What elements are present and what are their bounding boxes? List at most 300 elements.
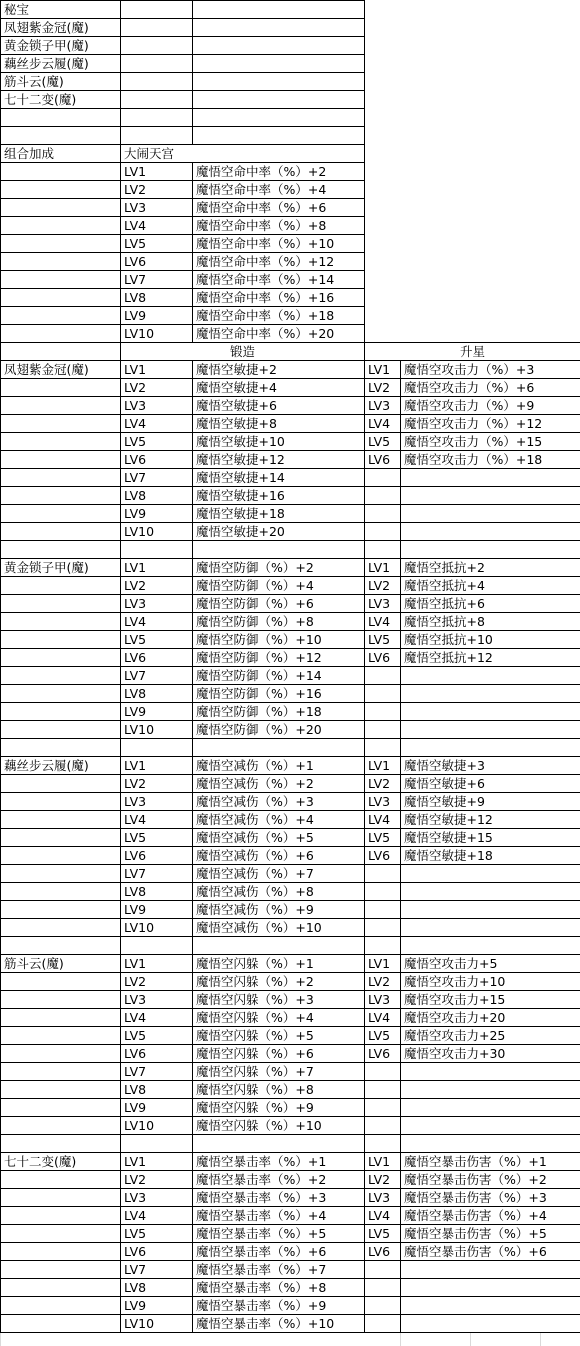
forge-effect-cell[interactable]: 魔悟空减伤（%）+10 — [193, 919, 365, 937]
star-effect-cell[interactable]: 魔悟空暴击伤害（%）+5 — [401, 1225, 580, 1243]
forge-effect-cell[interactable]: 魔悟空减伤（%）+6 — [193, 847, 365, 865]
cell[interactable] — [1, 973, 121, 991]
cell[interactable] — [401, 937, 580, 955]
cell[interactable] — [1, 127, 121, 145]
level-cell[interactable]: LV9 — [121, 307, 193, 325]
star-level-cell[interactable] — [365, 1117, 401, 1135]
star-level-cell[interactable] — [365, 901, 401, 919]
forge-level-cell[interactable]: LV3 — [121, 793, 193, 811]
star-header[interactable]: 升星 — [365, 343, 580, 361]
cell[interactable] — [1, 667, 121, 685]
forge-effect-cell[interactable]: 魔悟空防御（%）+12 — [193, 649, 365, 667]
star-level-cell[interactable] — [365, 919, 401, 937]
cell[interactable] — [1, 991, 121, 1009]
cell[interactable] — [1, 289, 121, 307]
forge-level-cell[interactable]: LV6 — [121, 847, 193, 865]
star-effect-cell[interactable] — [401, 901, 580, 919]
star-effect-cell[interactable]: 魔悟空攻击力（%）+15 — [401, 433, 580, 451]
forge-level-cell[interactable]: LV6 — [121, 649, 193, 667]
forge-effect-cell[interactable]: 魔悟空减伤（%）+9 — [193, 901, 365, 919]
forge-effect-cell[interactable]: 魔悟空暴击率（%）+10 — [193, 1315, 365, 1333]
cell[interactable] — [1, 1045, 121, 1063]
forge-effect-cell[interactable]: 魔悟空暴击率（%）+4 — [193, 1207, 365, 1225]
star-effect-cell[interactable] — [401, 721, 580, 739]
forge-level-cell[interactable]: LV7 — [121, 1063, 193, 1081]
star-effect-cell[interactable] — [401, 1279, 580, 1297]
star-level-cell[interactable]: LV6 — [365, 1243, 401, 1261]
forge-level-cell[interactable]: LV4 — [121, 1207, 193, 1225]
cell[interactable] — [1, 1009, 121, 1027]
forge-effect-cell[interactable]: 魔悟空敏捷+18 — [193, 505, 365, 523]
cell[interactable] — [1, 109, 121, 127]
forge-effect-cell[interactable]: 魔悟空暴击率（%）+5 — [193, 1225, 365, 1243]
star-effect-cell[interactable]: 魔悟空攻击力（%）+18 — [401, 451, 580, 469]
cell[interactable] — [121, 19, 193, 37]
star-effect-cell[interactable] — [401, 919, 580, 937]
cell[interactable] — [121, 91, 193, 109]
effect-cell[interactable]: 魔悟空命中率（%）+2 — [193, 163, 365, 181]
forge-effect-cell[interactable]: 魔悟空暴击率（%）+2 — [193, 1171, 365, 1189]
cell[interactable] — [401, 1135, 580, 1153]
forge-effect-cell[interactable]: 魔悟空闪躲（%）+1 — [193, 955, 365, 973]
cell[interactable] — [193, 73, 365, 91]
star-effect-cell[interactable] — [401, 703, 580, 721]
cell[interactable] — [193, 739, 365, 757]
forge-effect-cell[interactable]: 魔悟空防御（%）+10 — [193, 631, 365, 649]
forge-level-cell[interactable]: LV1 — [121, 1153, 193, 1171]
forge-effect-cell[interactable]: 魔悟空暴击率（%）+6 — [193, 1243, 365, 1261]
forge-effect-cell[interactable]: 魔悟空闪躲（%）+4 — [193, 1009, 365, 1027]
star-level-cell[interactable]: LV3 — [365, 793, 401, 811]
star-level-cell[interactable]: LV1 — [365, 1153, 401, 1171]
cell[interactable] — [1, 775, 121, 793]
item-name[interactable]: 筋斗云(魔) — [1, 955, 121, 973]
cell[interactable] — [1, 1063, 121, 1081]
cell[interactable]: 七十二变(魔) — [1, 91, 121, 109]
cell[interactable] — [1, 1099, 121, 1117]
star-level-cell[interactable]: LV4 — [365, 415, 401, 433]
cell[interactable] — [1, 163, 121, 181]
forge-level-cell[interactable]: LV7 — [121, 1261, 193, 1279]
cell[interactable] — [1, 1117, 121, 1135]
cell[interactable]: 凤翅紫金冠(魔) — [1, 19, 121, 37]
cell[interactable] — [1, 505, 121, 523]
forge-level-cell[interactable]: LV4 — [121, 613, 193, 631]
cell[interactable] — [365, 937, 401, 955]
cell[interactable] — [1, 451, 121, 469]
star-level-cell[interactable] — [365, 1297, 401, 1315]
star-effect-cell[interactable]: 魔悟空攻击力+10 — [401, 973, 580, 991]
forge-effect-cell[interactable]: 魔悟空减伤（%）+2 — [193, 775, 365, 793]
cell[interactable] — [1, 487, 121, 505]
cell[interactable] — [121, 937, 193, 955]
star-level-cell[interactable]: LV6 — [365, 1045, 401, 1063]
cell[interactable] — [1, 703, 121, 721]
star-level-cell[interactable]: LV4 — [365, 1207, 401, 1225]
forge-effect-cell[interactable]: 魔悟空敏捷+12 — [193, 451, 365, 469]
cell[interactable] — [1, 217, 121, 235]
star-level-cell[interactable] — [365, 721, 401, 739]
cell[interactable] — [1, 1081, 121, 1099]
star-effect-cell[interactable]: 魔悟空抵抗+2 — [401, 559, 580, 577]
star-effect-cell[interactable]: 魔悟空敏捷+12 — [401, 811, 580, 829]
star-level-cell[interactable] — [365, 469, 401, 487]
star-level-cell[interactable]: LV6 — [365, 847, 401, 865]
forge-level-cell[interactable]: LV1 — [121, 757, 193, 775]
star-effect-cell[interactable] — [401, 1297, 580, 1315]
star-effect-cell[interactable]: 魔悟空攻击力（%）+9 — [401, 397, 580, 415]
effect-cell[interactable]: 魔悟空命中率（%）+4 — [193, 181, 365, 199]
cell[interactable] — [1, 1225, 121, 1243]
star-level-cell[interactable]: LV5 — [365, 433, 401, 451]
level-cell[interactable]: LV6 — [121, 253, 193, 271]
cell[interactable] — [1, 883, 121, 901]
forge-effect-cell[interactable]: 魔悟空敏捷+6 — [193, 397, 365, 415]
cell[interactable] — [121, 109, 193, 127]
effect-cell[interactable]: 魔悟空命中率（%）+8 — [193, 217, 365, 235]
star-effect-cell[interactable] — [401, 523, 580, 541]
star-level-cell[interactable] — [365, 1315, 401, 1333]
cell[interactable]: 秘宝 — [1, 1, 121, 19]
cell[interactable] — [1, 865, 121, 883]
star-level-cell[interactable] — [365, 1099, 401, 1117]
forge-effect-cell[interactable]: 魔悟空暴击率（%）+3 — [193, 1189, 365, 1207]
forge-effect-cell[interactable]: 魔悟空减伤（%）+7 — [193, 865, 365, 883]
star-effect-cell[interactable] — [401, 1063, 580, 1081]
star-level-cell[interactable]: LV3 — [365, 991, 401, 1009]
cell[interactable] — [1, 379, 121, 397]
combo-name[interactable]: 大闹天宫 — [121, 145, 365, 163]
cell[interactable] — [1, 1279, 121, 1297]
forge-level-cell[interactable]: LV1 — [121, 559, 193, 577]
cell[interactable] — [193, 19, 365, 37]
effect-cell[interactable]: 魔悟空命中率（%）+12 — [193, 253, 365, 271]
cell[interactable] — [1, 199, 121, 217]
star-level-cell[interactable]: LV2 — [365, 1171, 401, 1189]
star-effect-cell[interactable]: 魔悟空攻击力（%）+3 — [401, 361, 580, 379]
forge-level-cell[interactable]: LV1 — [121, 955, 193, 973]
cell[interactable] — [1, 685, 121, 703]
star-effect-cell[interactable]: 魔悟空敏捷+6 — [401, 775, 580, 793]
cell[interactable] — [1, 235, 121, 253]
cell[interactable] — [365, 739, 401, 757]
forge-effect-cell[interactable]: 魔悟空闪躲（%）+8 — [193, 1081, 365, 1099]
star-level-cell[interactable]: LV4 — [365, 613, 401, 631]
level-cell[interactable]: LV1 — [121, 163, 193, 181]
cell[interactable] — [1, 1207, 121, 1225]
star-level-cell[interactable] — [365, 1261, 401, 1279]
forge-effect-cell[interactable]: 魔悟空防御（%）+20 — [193, 721, 365, 739]
star-level-cell[interactable]: LV1 — [365, 757, 401, 775]
star-level-cell[interactable]: LV1 — [365, 361, 401, 379]
forge-level-cell[interactable]: LV9 — [121, 1099, 193, 1117]
cell[interactable] — [193, 37, 365, 55]
forge-level-cell[interactable]: LV9 — [121, 703, 193, 721]
star-effect-cell[interactable] — [401, 667, 580, 685]
star-level-cell[interactable] — [365, 523, 401, 541]
forge-effect-cell[interactable]: 魔悟空敏捷+14 — [193, 469, 365, 487]
cell[interactable] — [121, 541, 193, 559]
forge-level-cell[interactable]: LV2 — [121, 973, 193, 991]
cell[interactable] — [1, 415, 121, 433]
star-level-cell[interactable]: LV5 — [365, 1027, 401, 1045]
cell[interactable] — [1, 307, 121, 325]
cell[interactable] — [121, 1135, 193, 1153]
star-effect-cell[interactable]: 魔悟空攻击力+20 — [401, 1009, 580, 1027]
star-effect-cell[interactable]: 魔悟空敏捷+9 — [401, 793, 580, 811]
star-effect-cell[interactable]: 魔悟空攻击力+30 — [401, 1045, 580, 1063]
item-name[interactable]: 黄金锁子甲(魔) — [1, 559, 121, 577]
forge-level-cell[interactable]: LV4 — [121, 415, 193, 433]
forge-effect-cell[interactable]: 魔悟空暴击率（%）+8 — [193, 1279, 365, 1297]
forge-level-cell[interactable]: LV2 — [121, 775, 193, 793]
cell[interactable] — [1, 1297, 121, 1315]
forge-effect-cell[interactable]: 魔悟空防御（%）+18 — [193, 703, 365, 721]
cell[interactable] — [193, 55, 365, 73]
cell[interactable] — [1, 901, 121, 919]
forge-effect-cell[interactable]: 魔悟空暴击率（%）+9 — [193, 1297, 365, 1315]
star-effect-cell[interactable] — [401, 487, 580, 505]
star-effect-cell[interactable]: 魔悟空攻击力+5 — [401, 955, 580, 973]
star-effect-cell[interactable] — [401, 469, 580, 487]
forge-level-cell[interactable]: LV5 — [121, 433, 193, 451]
cell[interactable]: 黄金锁子甲(魔) — [1, 37, 121, 55]
item-name[interactable]: 凤翅紫金冠(魔) — [1, 361, 121, 379]
forge-level-cell[interactable]: LV7 — [121, 865, 193, 883]
star-effect-cell[interactable] — [401, 1081, 580, 1099]
forge-effect-cell[interactable]: 魔悟空减伤（%）+3 — [193, 793, 365, 811]
star-effect-cell[interactable]: 魔悟空攻击力（%）+12 — [401, 415, 580, 433]
cell[interactable] — [401, 541, 580, 559]
cell[interactable]: 藕丝步云履(魔) — [1, 55, 121, 73]
forge-level-cell[interactable]: LV8 — [121, 883, 193, 901]
star-level-cell[interactable]: LV5 — [365, 631, 401, 649]
star-effect-cell[interactable]: 魔悟空抵抗+8 — [401, 613, 580, 631]
forge-level-cell[interactable]: LV10 — [121, 523, 193, 541]
forge-effect-cell[interactable]: 魔悟空减伤（%）+5 — [193, 829, 365, 847]
level-cell[interactable]: LV8 — [121, 289, 193, 307]
forge-level-cell[interactable]: LV10 — [121, 721, 193, 739]
cell[interactable] — [1, 577, 121, 595]
cell[interactable] — [1, 1189, 121, 1207]
star-level-cell[interactable] — [365, 505, 401, 523]
forge-effect-cell[interactable]: 魔悟空闪躲（%）+9 — [193, 1099, 365, 1117]
effect-cell[interactable]: 魔悟空命中率（%）+16 — [193, 289, 365, 307]
forge-level-cell[interactable]: LV4 — [121, 1009, 193, 1027]
cell[interactable] — [193, 1135, 365, 1153]
cell[interactable] — [1, 1315, 121, 1333]
forge-effect-cell[interactable]: 魔悟空防御（%）+4 — [193, 577, 365, 595]
forge-level-cell[interactable]: LV2 — [121, 577, 193, 595]
cell[interactable] — [121, 1, 193, 19]
forge-level-cell[interactable]: LV5 — [121, 829, 193, 847]
forge-effect-cell[interactable]: 魔悟空闪躲（%）+3 — [193, 991, 365, 1009]
star-level-cell[interactable]: LV5 — [365, 1225, 401, 1243]
forge-effect-cell[interactable]: 魔悟空敏捷+20 — [193, 523, 365, 541]
forge-effect-cell[interactable]: 魔悟空减伤（%）+4 — [193, 811, 365, 829]
forge-effect-cell[interactable]: 魔悟空减伤（%）+8 — [193, 883, 365, 901]
cell[interactable] — [1, 523, 121, 541]
star-effect-cell[interactable] — [401, 1099, 580, 1117]
effect-cell[interactable]: 魔悟空命中率（%）+10 — [193, 235, 365, 253]
forge-effect-cell[interactable]: 魔悟空暴击率（%）+7 — [193, 1261, 365, 1279]
level-cell[interactable]: LV5 — [121, 235, 193, 253]
star-level-cell[interactable] — [365, 1279, 401, 1297]
combo-label[interactable]: 组合加成 — [1, 145, 121, 163]
forge-level-cell[interactable]: LV9 — [121, 901, 193, 919]
forge-level-cell[interactable]: LV9 — [121, 1297, 193, 1315]
star-effect-cell[interactable]: 魔悟空攻击力（%）+6 — [401, 379, 580, 397]
cell[interactable]: 筋斗云(魔) — [1, 73, 121, 91]
star-level-cell[interactable] — [365, 487, 401, 505]
forge-level-cell[interactable]: LV3 — [121, 595, 193, 613]
cell[interactable] — [121, 127, 193, 145]
star-level-cell[interactable]: LV2 — [365, 379, 401, 397]
forge-header[interactable]: 锻造 — [121, 343, 365, 361]
cell[interactable] — [401, 739, 580, 757]
cell[interactable] — [193, 91, 365, 109]
forge-effect-cell[interactable]: 魔悟空敏捷+10 — [193, 433, 365, 451]
star-effect-cell[interactable] — [401, 1117, 580, 1135]
cell[interactable] — [1, 1243, 121, 1261]
cell[interactable] — [121, 739, 193, 757]
forge-level-cell[interactable]: LV3 — [121, 991, 193, 1009]
star-level-cell[interactable] — [365, 1081, 401, 1099]
star-level-cell[interactable] — [365, 703, 401, 721]
star-level-cell[interactable]: LV2 — [365, 577, 401, 595]
cell[interactable] — [1, 613, 121, 631]
cell[interactable] — [365, 1135, 401, 1153]
forge-effect-cell[interactable]: 魔悟空防御（%）+16 — [193, 685, 365, 703]
star-effect-cell[interactable] — [401, 1315, 580, 1333]
level-cell[interactable]: LV3 — [121, 199, 193, 217]
forge-level-cell[interactable]: LV9 — [121, 505, 193, 523]
forge-effect-cell[interactable]: 魔悟空减伤（%）+1 — [193, 757, 365, 775]
cell[interactable] — [1, 469, 121, 487]
forge-level-cell[interactable]: LV1 — [121, 361, 193, 379]
forge-level-cell[interactable]: LV6 — [121, 1045, 193, 1063]
cell[interactable] — [193, 1, 365, 19]
forge-effect-cell[interactable]: 魔悟空暴击率（%）+1 — [193, 1153, 365, 1171]
forge-level-cell[interactable]: LV5 — [121, 1027, 193, 1045]
cell[interactable] — [1, 433, 121, 451]
forge-level-cell[interactable]: LV2 — [121, 1171, 193, 1189]
cell[interactable] — [1, 397, 121, 415]
star-level-cell[interactable] — [365, 685, 401, 703]
cell[interactable] — [1, 325, 121, 343]
effect-cell[interactable]: 魔悟空命中率（%）+14 — [193, 271, 365, 289]
forge-effect-cell[interactable]: 魔悟空敏捷+4 — [193, 379, 365, 397]
level-cell[interactable]: LV7 — [121, 271, 193, 289]
forge-level-cell[interactable]: LV10 — [121, 1315, 193, 1333]
forge-effect-cell[interactable]: 魔悟空闪躲（%）+6 — [193, 1045, 365, 1063]
cell[interactable] — [365, 541, 401, 559]
cell[interactable] — [1, 541, 121, 559]
star-effect-cell[interactable]: 魔悟空抵抗+10 — [401, 631, 580, 649]
cell[interactable] — [121, 37, 193, 55]
star-effect-cell[interactable]: 魔悟空敏捷+18 — [401, 847, 580, 865]
forge-level-cell[interactable]: LV7 — [121, 469, 193, 487]
forge-effect-cell[interactable]: 魔悟空敏捷+8 — [193, 415, 365, 433]
forge-level-cell[interactable]: LV8 — [121, 1081, 193, 1099]
cell[interactable] — [1, 1261, 121, 1279]
cell[interactable] — [1, 919, 121, 937]
cell[interactable] — [1, 793, 121, 811]
cell[interactable] — [193, 937, 365, 955]
star-effect-cell[interactable]: 魔悟空抵抗+4 — [401, 577, 580, 595]
forge-level-cell[interactable]: LV3 — [121, 397, 193, 415]
item-name[interactable]: 藕丝步云履(魔) — [1, 757, 121, 775]
effect-cell[interactable]: 魔悟空命中率（%）+20 — [193, 325, 365, 343]
level-cell[interactable]: LV10 — [121, 325, 193, 343]
star-level-cell[interactable]: LV1 — [365, 955, 401, 973]
forge-effect-cell[interactable]: 魔悟空防御（%）+14 — [193, 667, 365, 685]
cell[interactable] — [1, 631, 121, 649]
star-effect-cell[interactable]: 魔悟空敏捷+15 — [401, 829, 580, 847]
star-effect-cell[interactable]: 魔悟空抵抗+6 — [401, 595, 580, 613]
forge-level-cell[interactable]: LV8 — [121, 1279, 193, 1297]
forge-level-cell[interactable]: LV10 — [121, 919, 193, 937]
cell[interactable] — [1, 343, 121, 361]
star-level-cell[interactable]: LV3 — [365, 1189, 401, 1207]
cell[interactable] — [1, 739, 121, 757]
forge-level-cell[interactable]: LV5 — [121, 1225, 193, 1243]
cell[interactable] — [1, 721, 121, 739]
cell[interactable] — [193, 541, 365, 559]
forge-level-cell[interactable]: LV7 — [121, 667, 193, 685]
star-effect-cell[interactable]: 魔悟空暴击伤害（%）+6 — [401, 1243, 580, 1261]
star-effect-cell[interactable] — [401, 865, 580, 883]
cell[interactable] — [1, 829, 121, 847]
effect-cell[interactable]: 魔悟空命中率（%）+6 — [193, 199, 365, 217]
forge-level-cell[interactable]: LV4 — [121, 811, 193, 829]
forge-effect-cell[interactable]: 魔悟空防御（%）+8 — [193, 613, 365, 631]
star-effect-cell[interactable]: 魔悟空抵抗+12 — [401, 649, 580, 667]
star-effect-cell[interactable]: 魔悟空敏捷+3 — [401, 757, 580, 775]
cell[interactable] — [1, 1027, 121, 1045]
cell[interactable] — [1, 271, 121, 289]
forge-level-cell[interactable]: LV2 — [121, 379, 193, 397]
forge-effect-cell[interactable]: 魔悟空闪躲（%）+5 — [193, 1027, 365, 1045]
forge-effect-cell[interactable]: 魔悟空闪躲（%）+2 — [193, 973, 365, 991]
forge-level-cell[interactable]: LV10 — [121, 1117, 193, 1135]
star-level-cell[interactable]: LV6 — [365, 451, 401, 469]
forge-effect-cell[interactable]: 魔悟空防御（%）+2 — [193, 559, 365, 577]
cell[interactable] — [1, 811, 121, 829]
forge-effect-cell[interactable]: 魔悟空闪躲（%）+10 — [193, 1117, 365, 1135]
star-level-cell[interactable]: LV3 — [365, 595, 401, 613]
star-effect-cell[interactable]: 魔悟空暴击伤害（%）+2 — [401, 1171, 580, 1189]
star-effect-cell[interactable]: 魔悟空攻击力+25 — [401, 1027, 580, 1045]
forge-level-cell[interactable]: LV8 — [121, 685, 193, 703]
star-level-cell[interactable] — [365, 1063, 401, 1081]
star-effect-cell[interactable] — [401, 685, 580, 703]
level-cell[interactable]: LV2 — [121, 181, 193, 199]
cell[interactable] — [1, 181, 121, 199]
forge-level-cell[interactable]: LV6 — [121, 1243, 193, 1261]
star-level-cell[interactable] — [365, 883, 401, 901]
cell[interactable] — [193, 127, 365, 145]
level-cell[interactable]: LV4 — [121, 217, 193, 235]
star-level-cell[interactable]: LV3 — [365, 397, 401, 415]
cell[interactable] — [1, 595, 121, 613]
cell[interactable] — [1, 1135, 121, 1153]
forge-effect-cell[interactable]: 魔悟空闪躲（%）+7 — [193, 1063, 365, 1081]
cell[interactable] — [1, 649, 121, 667]
star-level-cell[interactable]: LV4 — [365, 811, 401, 829]
forge-level-cell[interactable]: LV3 — [121, 1189, 193, 1207]
forge-level-cell[interactable]: LV5 — [121, 631, 193, 649]
